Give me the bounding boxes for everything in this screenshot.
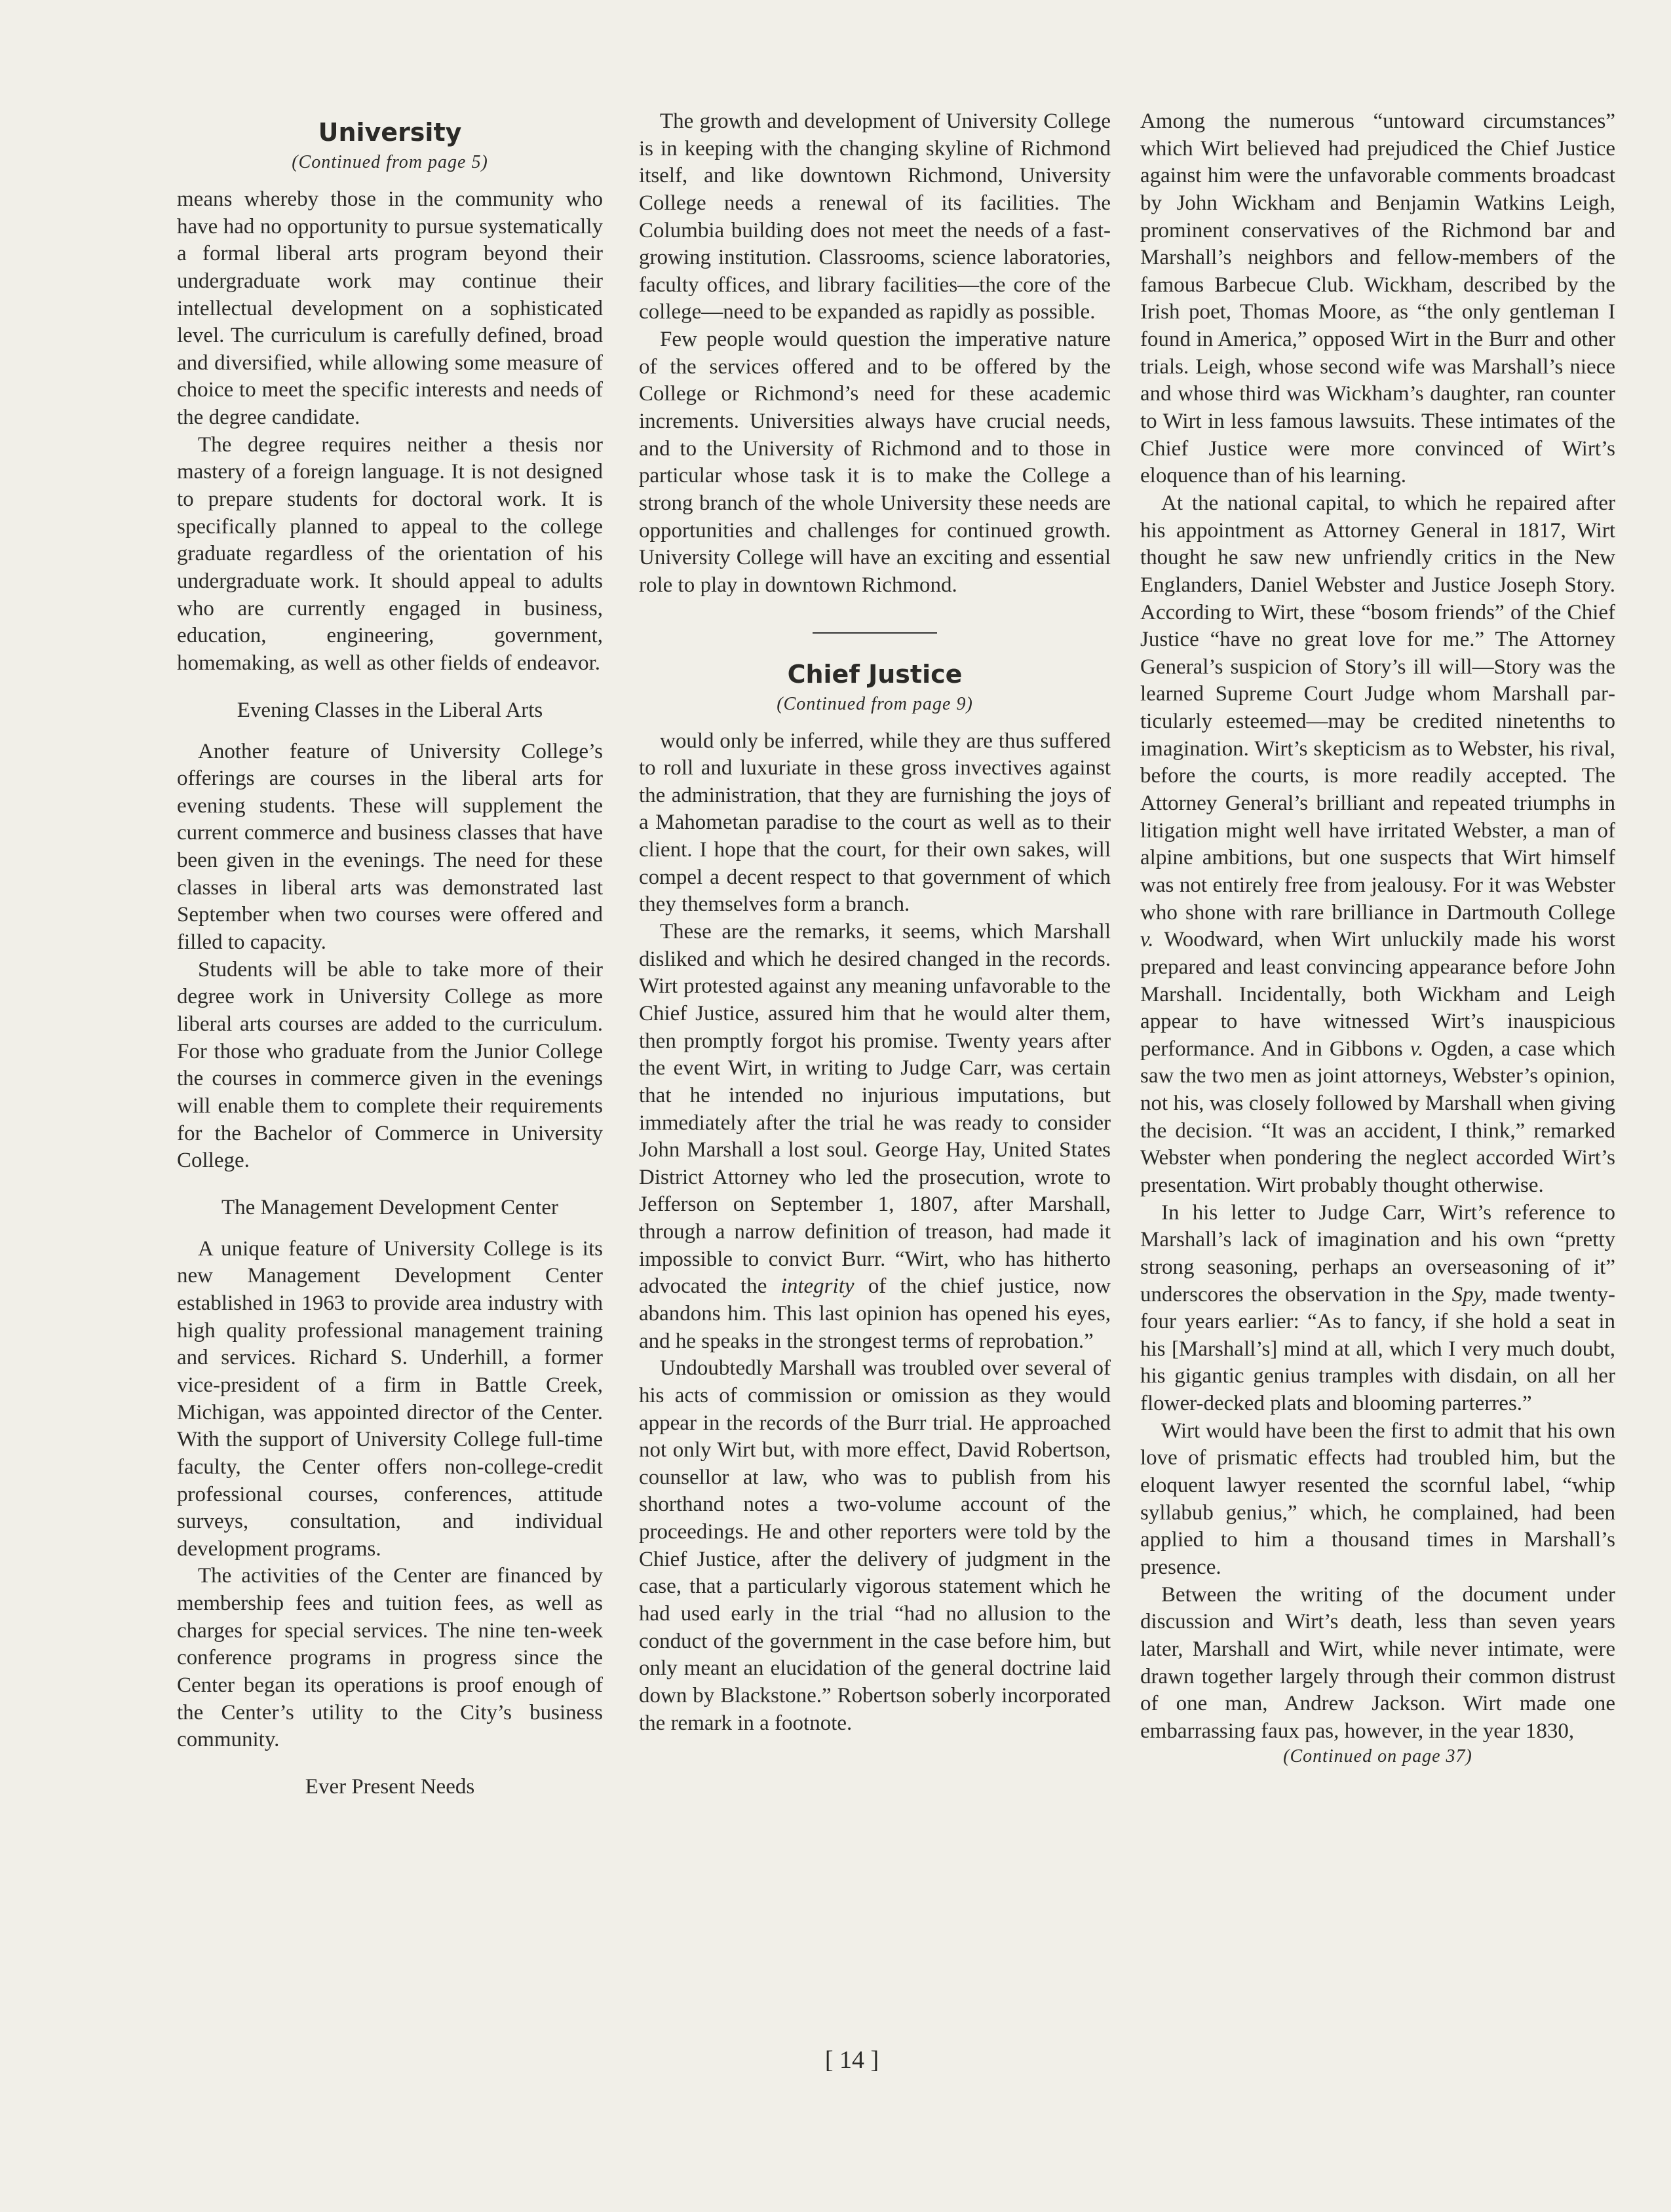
paragraph: A unique feature of University College is its new Management Development Center established in 1963 to provide area industry with high quality professional management training and services. Richard S. Underhill, a former vice-president of a firm in Battle Creek, Michigan, was appointed director of the Center. With the support of University College full-time faculty, the Center offers non-college-credit professional courses, conferences, attitude surveys, consultation, and individual development programs. bbox=[177, 1236, 603, 1561]
university-title: University bbox=[318, 118, 462, 147]
subhead-evening-classes: Evening Classes in the Liberal Arts bbox=[237, 698, 543, 722]
column-3 bbox=[1140, 108, 1615, 1767]
section-divider bbox=[813, 632, 937, 634]
paragraph: Few people would question the imperative nature of the services offered and to be offered by the College or Richmond’s need for these academic increments. Universities always have crucial needs, and to the University of Richmond and to those in particular whose task it is to make the College a strong branch of the whole University these needs are opportunities and challenges for continued growth. University College will have an exciting and essential role to play in downtown Richmond. bbox=[639, 328, 1111, 597]
subhead-ever-present-needs: Ever Present Needs bbox=[305, 1774, 475, 1799]
emphasis: integrity bbox=[780, 1274, 855, 1299]
paragraph: The activities of the Center are financed by membership fees and tuition fees, as well as charges for special services. The nine ten-week conference programs in progress since the Center began its operations is proof enough of the Center’s utility to the City’s business community. bbox=[177, 1564, 603, 1752]
paragraph: Between the writing of the document under discussion and Wirt’s death, less than seven years later, Marshall and Wirt, while never intimate, were drawn together largely through their common distrust of one man, Andrew Jackson. Wirt made one embarrassing faux pas, however, in the year 1830, bbox=[1140, 1582, 1615, 1743]
paragraph: Students will be able to take more of their degree work in University College as more liberal arts courses are added to the curriculum. For those who graduate from the Junior College the courses in commerce given in the evenings will enable them to complete their requirements for the Bachelor of Commerce in University College. bbox=[177, 957, 603, 1173]
paragraph: The growth and development of University College is in keeping with the changing skyline of Richmond itself, and like downtown Richmond, University College needs a renewal of its facilities. The Columbia building does not meet the needs of a fast-growing institution. Classrooms, science laboratories, faculty offices, and library facilities—the core of the college—need to be expanded as rapidly as possible. bbox=[639, 109, 1111, 324]
paragraph: Another feature of University College’s offerings are courses in the liberal arts for evening students. These will supplement the current commerce and business classes that have been given in the evenings. The need for these classes in liberal arts was demonstrated last September when two courses were offered and filled to capacity. bbox=[177, 739, 603, 955]
university-continued-note: (Continued from page 5) bbox=[292, 152, 488, 172]
paragraph: means whereby those in the community who have had no opportunity to pursue systematically a formal liberal arts program beyond their undergraduate work may continue their intellectual development on a sophisticated level. The curriculum is carefully defined, broad and diversified, while allowing some measure of choice to meet the specific interests and needs of the degree candidate. bbox=[177, 187, 603, 430]
quote-paragraph: would only be inferred, while they are thus suffered to roll and luxuriate in these gross invectives against the administration, that they are furnishing the joys of a Mahometan paradise to the court as well as to their client. I hope that the court, for their own sakes, will compel a decent respect to that government of which they themselves form a branch. bbox=[639, 729, 1111, 917]
paragraph: These are the remarks, it seems, which Marshall disliked and which he desired changed in the records. Wirt protested against any meaning unfavorable to the Chief Justice, assured him that he would alter them, then promptly forgot his promise. Twenty years after the event Wirt, in writing to Judge Carr, was certain that he intended no injurious imputations, but immediately after the trial he was ready to consider John Marshall a lost soul. George Hay, United States District Attorney who led the prosecution, wrote to Jefferson on September 1, 1807, after Marshall, through a narrow definition of treason, had made it impossible to convict Burr. “Wirt, who has hitherto advocated the integrity of the chief justice, now abandons him. This last opinion has opened his eyes, and he speaks in the strongest terms of reprobation.” bbox=[639, 920, 1111, 1353]
chief-justice-title: Chief Justice bbox=[787, 659, 963, 689]
paragraph: The degree requires neither a thesis nor mastery of a foreign language. It is not designed to prepare students for doctoral work. It is specifically planned to appeal to the college graduate regardless of the orientation of his undergraduate work. It should appeal to adults who are currently engaged in business, education, engineering, government, homemaking, as well as other fields of endeavor. bbox=[177, 432, 603, 675]
chief-justice-continued-note: (Continued from page 9) bbox=[777, 693, 973, 714]
paragraph: In his letter to Judge Carr, Wirt’s reference to Marshall’s lack of imagination and his own “pretty strong seasoning, perhaps an overseasoning of it” underscores the observation in the Spy, made twenty-four years earlier: “As to fancy, if she hold a seat in his [Marshall’s] mind at all, which I very much doubt, his gigantic genius tramples with disdain, on all her flower-decked plats and blooming parterres.” bbox=[1140, 1200, 1616, 1416]
paragraph: Among the numerous “untoward circumstances” which Wirt believed had prejudiced the Chief Justice against him were the unfavorable comments broadcast by John Wickham and Benjamin Watkins Leigh, prominent conservatives of the Richmond bar and Marshall’s neighbors and fellow-members of the famous Barbecue Club. Wickham, described by the Irish poet, Thomas Moore, as “the only gentleman I found in America,” opposed Wirt in the Burr and other trials. Leigh, whose second wife was Marshall’s niece and whose third was Wickham’s daughter, ran counter to Wirt in less famous lawsuits. These intimates of the Chief Justice were more convinced of Wirt’s eloquence than of his learning. bbox=[1140, 109, 1615, 488]
paragraph: Wirt would have been the first to admit that his own love of prismatic effects had troubled him, but the eloquent lawyer resented the scornful label, “whip syllabub genius,” which, he complained, had been applied to him a thousand times in Marshall’s presence. bbox=[1140, 1419, 1615, 1579]
paragraph: At the national capital, to which he repaired after his appointment as Attorney General in 1817, Wirt thought he saw new unfriendly critics in the New Englanders, Daniel Webster and Justice Joseph Story. According to Wirt, these “bosom friends” of the Chief Justice “have no great love for me.” The Attorney General’s suspicion of Story’s ill will—Story was the learned Supreme Court Judge whom Marshall particularly esteemed—may be credited ninetenths to imagination. Wirt’s skepticism as to Webster, his rival, before the courts, is more readily accepted. The Attorney General’s brilliant and repeated triumphs in litigation might well have irritated Webster, a man of alpine ambitions, but one suspects that Wirt himself was not entirely free from jealousy. For it was Webster who shone with rare brilliance in Dartmouth College v. Woodward, when Wirt unluckily made his worst prepared and least convincing appearance before John Marshall. Incidentally, both Wickham and Leigh appear to have witnessed Wirt’s inauspicious performance. And in Gibbons v. Ogden, a case which saw the two men as joint attorneys, Webster’s opinion, not his, was closely followed by Marshall when giving the decision. “It was an accident, I think,” remarked Webster when pondering the neglect accorded Wirt’s presentation. Wirt probably thought otherwise. bbox=[1140, 491, 1616, 1197]
column-1 bbox=[177, 108, 603, 1815]
subhead-management-center: The Management Development Center bbox=[221, 1195, 559, 1219]
continued-on-note: (Continued on page 37) bbox=[1283, 1746, 1472, 1767]
page-number: [ 14 ] bbox=[824, 2046, 879, 2074]
paragraph: Undoubtedly Marshall was troubled over several of his acts of commission or omission as they would appear in the records of the Burr trial. He approached not only Wirt but, with more effect, David Robertson, counsellor at law, who was to publish from his shorthand notes a two-volume account of the proceedings. He and other reporters were told by the Chief Justice, after the delivery of judgment in the case, that a particularly vigorous statement which he had used early in the trial “had no allusion to the conduct of the government in the case before him, but only meant an elucidation of the general doctrine laid down by Blackstone.” Robertson soberly incorporated the remark in a footnote. bbox=[639, 1356, 1111, 1735]
column-2 bbox=[639, 108, 1111, 1737]
